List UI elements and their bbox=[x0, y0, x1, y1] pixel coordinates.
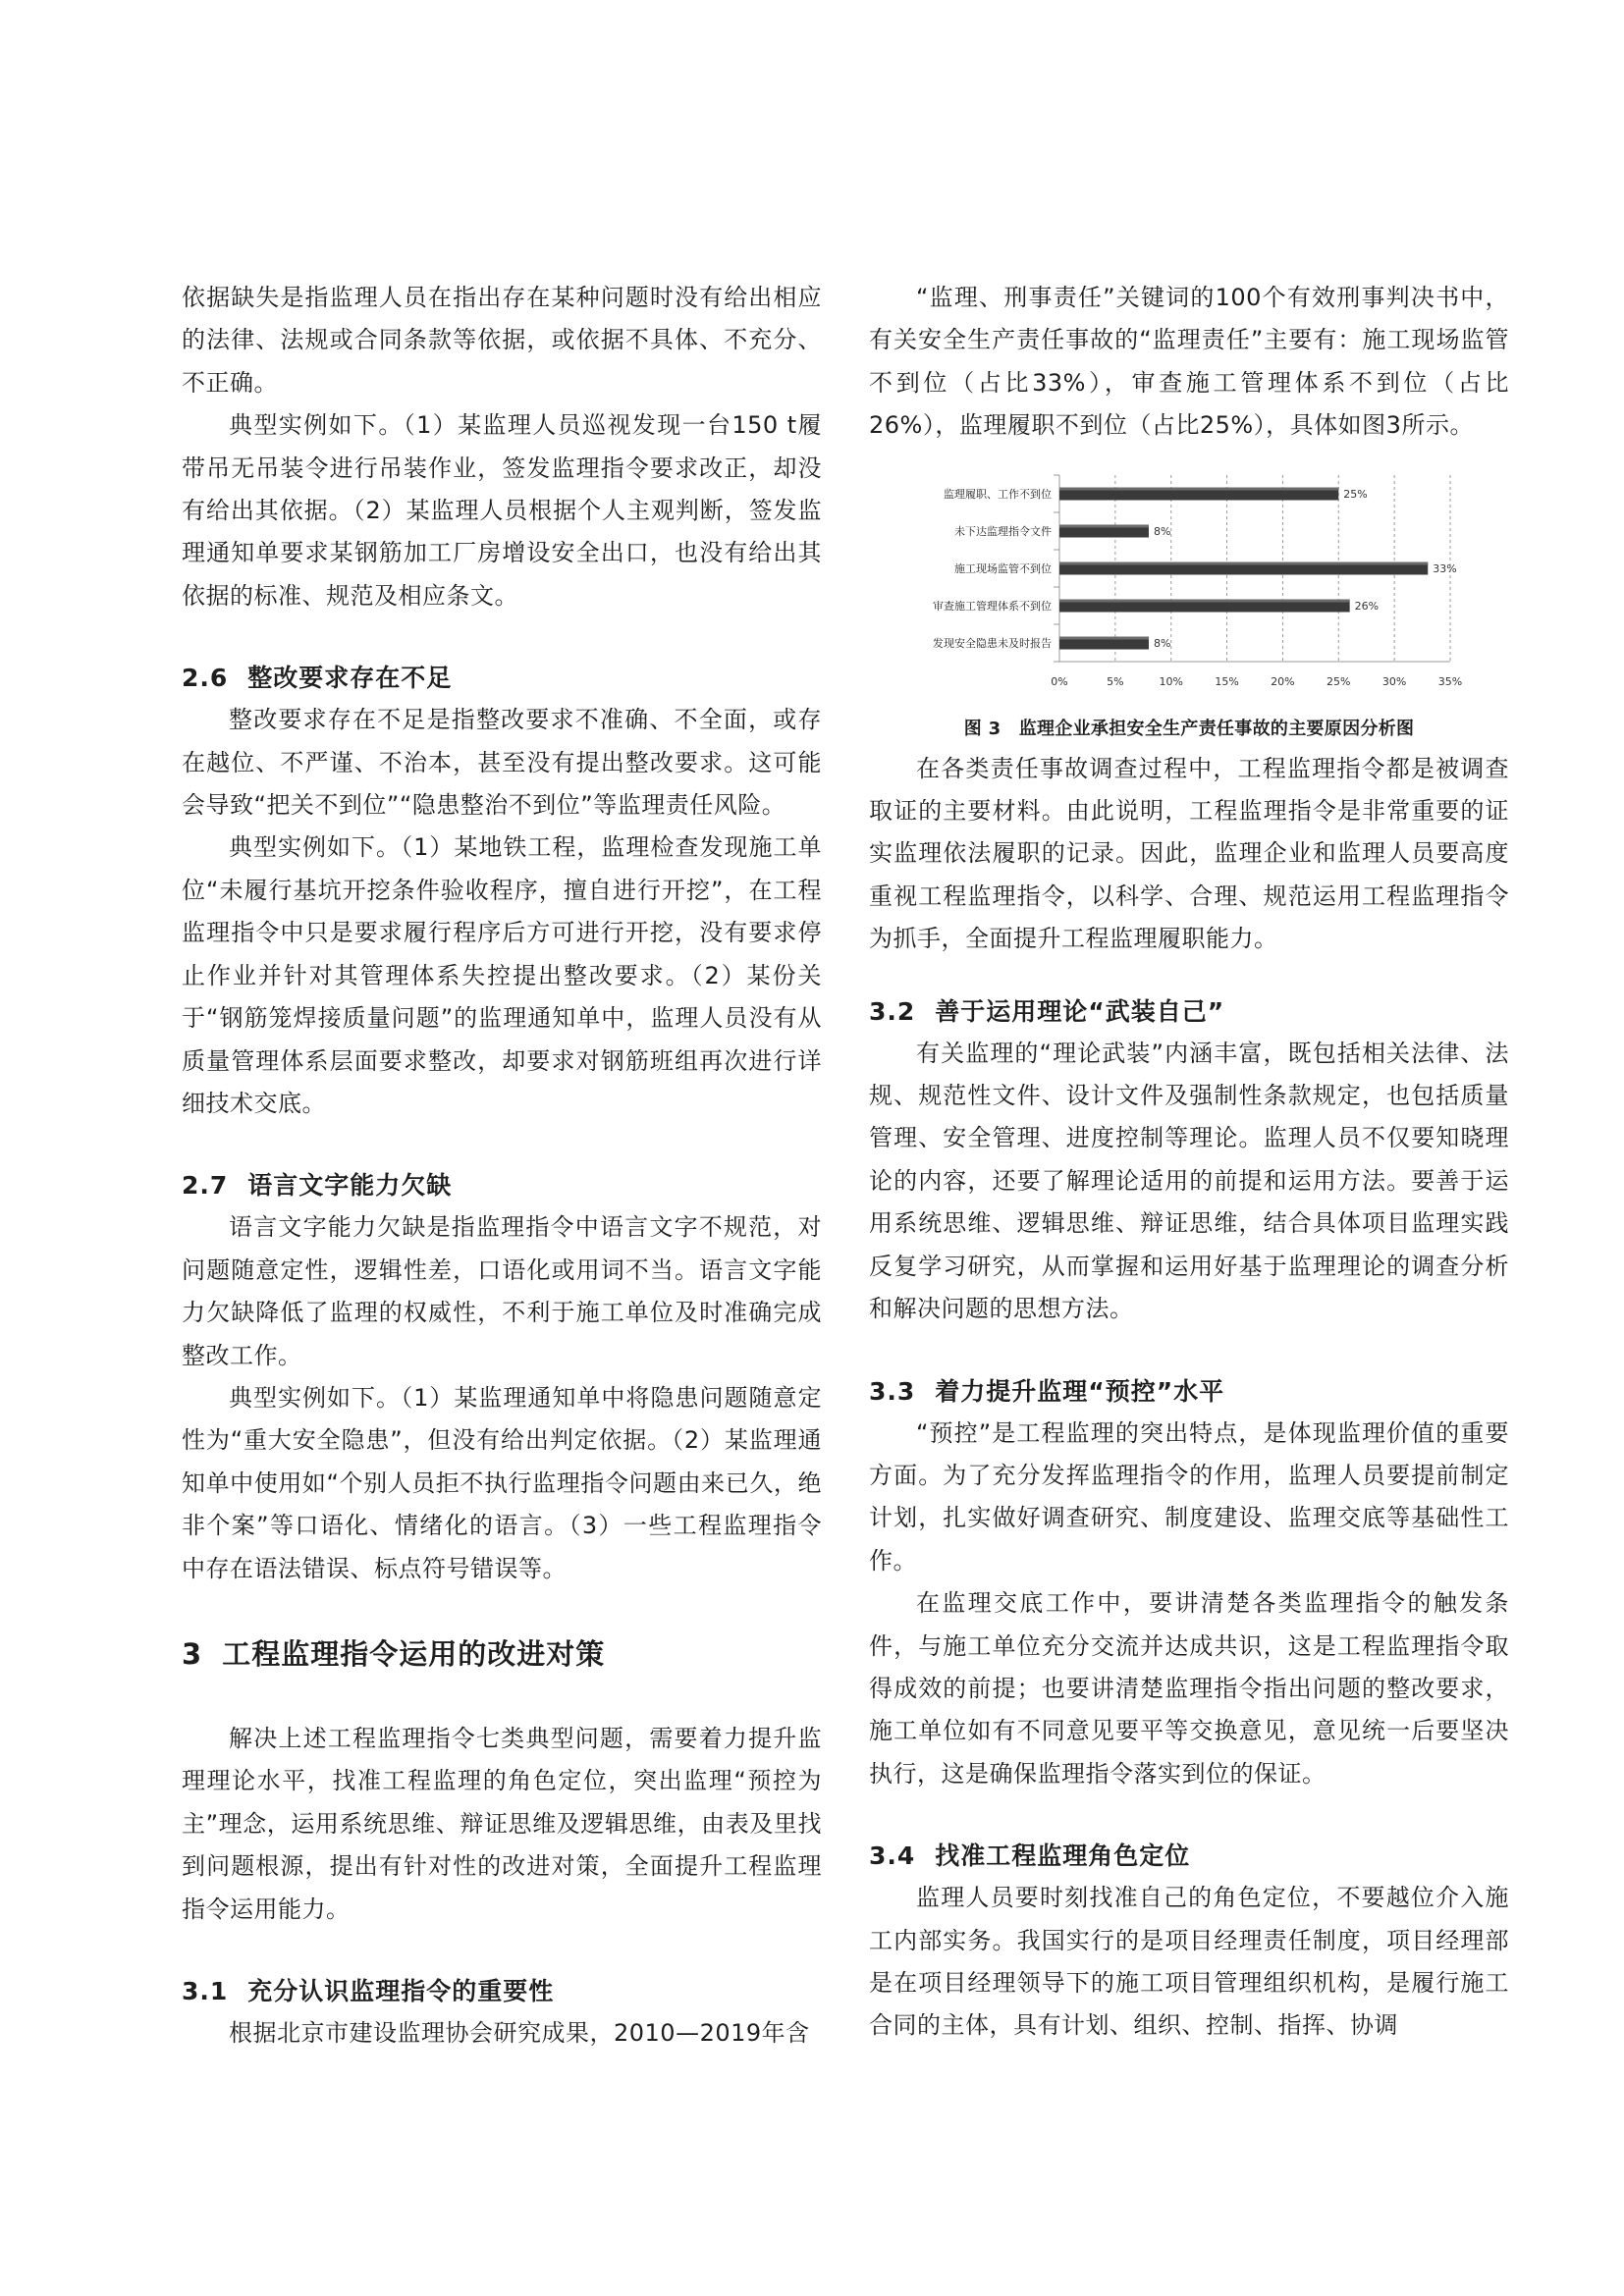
section-title: 整改要求存在不足 bbox=[247, 664, 453, 693]
figure-3 bbox=[869, 465, 1509, 703]
paragraph: 有关监理的“理论武装”内涵丰富，既包括相关法律、法规、规范性文件、设计文件及强制性条款规定，也包括质量管理、安全管理、进度控制等理论。监理人员不仅要知晓理论的内容，还要了解理论适用的前提和运用方法。要善于运用系统思维、逻辑思维、辩证思维，结合具体项目监理实践反复学习研究，从而掌握和运用好基于监理理论的调查分析和解决问题的思想方法。 bbox=[869, 1039, 1509, 1323]
paragraph: 依据缺失是指监理人员在指出存在某种问题时没有给出相应的法律、法规或合同条款等依据，或依据不具体、不充分、不正确。 bbox=[182, 284, 822, 397]
paragraph: 典型实例如下。（1）某监理人员巡视发现一台150 t履带吊无吊装令进行吊装作业，签发监理指令要求改正，却没有给出其依据。（2）某监理人员根据个人主观判断，签发监理通知单要求某钢筋加工厂房增设安全出口，也没有给出其依据的标准、规范及相应条文。 bbox=[182, 411, 822, 610]
section-number: 3.4 bbox=[869, 1842, 916, 1871]
paragraph: 典型实例如下。（1）某地铁工程，监理检查发现施工单位“未履行基坑开挖条件验收程序，擅自进行开挖”，在工程监理指令中只是要求履行程序后方可进行开挖，没有要求停止作业并针对其管理体系失控提出整改要求。（2）某份关于“钢筋笼焊接质量问题”的监理通知单中，监理人员没有从质量管理体系层面要求整改，却要求对钢筋班组再次进行详细技术交底。 bbox=[182, 833, 822, 1117]
section-title: 语言文字能力欠缺 bbox=[247, 1171, 453, 1201]
section-number: 2.6 bbox=[182, 664, 229, 693]
paragraph: “监理、刑事责任”关键词的100个有效刑事判决书中，有关安全生产责任事故的“监理责任”主要有：施工现场监管不到位（占比33%），审查施工管理体系不到位（占比26%），监理履职不到位（占比25%），具体如图3所示。 bbox=[869, 284, 1509, 440]
section-title: 充分认识监理指令的重要性 bbox=[247, 1977, 555, 2005]
section-heading-3-4 bbox=[869, 1835, 1509, 1877]
paragraph: 监理人员要时刻找准自己的角色定位，不要越位介入施工内部实务。我国实行的是项目经理责任制度，项目经理部是在项目经理领导下的施工项目管理组织机构，是履行施工合同的主体，具有计划、组织、控制、指挥、协调 bbox=[869, 1884, 1509, 2040]
section-number: 3.2 bbox=[869, 996, 916, 1026]
data-label: 8% bbox=[1153, 636, 1171, 650]
paragraph: 在监理交底工作中，要讲清楚各类监理指令的触发条件，与施工单位充分交流并达成共识，这是工程监理指令取得成效的前提；也要讲清楚监理指令指出问题的整改要求，施工单位如有不同意见要平等交换意见，意见统一后要坚决执行，这是确保监理指令落实到位的保证。 bbox=[869, 1589, 1509, 1788]
x-tick-label: 0% bbox=[1051, 674, 1068, 688]
section-heading-3-3 bbox=[869, 1370, 1509, 1413]
paragraph: 根据北京市建设监理协会研究成果，2010—2019年含 bbox=[229, 2019, 810, 2047]
section-heading-3 bbox=[182, 1629, 822, 1679]
section-title: 找准工程监理角色定位 bbox=[935, 1842, 1191, 1871]
section-number: 3 bbox=[182, 1636, 203, 1671]
chart-svg bbox=[869, 465, 1509, 703]
paragraph: “预控”是工程监理的突出特点，是体现监理价值的重要方面。为了充分发挥监理指令的作用，监理人员要提前制定计划，扎实做好调查研究、制度建设、监理交底等基础性工作。 bbox=[869, 1418, 1509, 1575]
x-tick-label: 5% bbox=[1107, 674, 1124, 688]
section-title: 着力提升监理“预控”水平 bbox=[935, 1376, 1225, 1406]
category-label: 发现安全隐患未及时报告 bbox=[933, 636, 1052, 650]
paragraph: 解决上述工程监理指令七类典型问题，需要着力提升监理理论水平，找准工程监理的角色定位，突出监理“预控为主”理念，运用系统思维、辩证思维及逻辑思维，由表及里找到问题根源，提出有针对性的改进对策，全面提升工程监理指令运用能力。 bbox=[182, 1724, 822, 1923]
data-label: 8% bbox=[1153, 524, 1171, 538]
x-tick-label: 15% bbox=[1215, 674, 1239, 688]
section-heading-3-2 bbox=[869, 990, 1509, 1033]
figure-caption: 图 3 监理企业承担安全生产责任事故的主要原因分析图 bbox=[963, 718, 1415, 739]
section-title: 工程监理指令运用的改进对策 bbox=[222, 1636, 606, 1671]
section-title: 善于运用理论“武装自己” bbox=[935, 996, 1225, 1026]
section-number: 3.3 bbox=[869, 1376, 916, 1406]
paragraph: 典型实例如下。（1）某监理通知单中将隐患问题随意定性为“重大安全隐患”，但没有给出判定依据。（2）某监理通知单中使用如“个别人员拒不执行监理指令问题由来已久，绝非个案”等口语化、情绪化的语言。（3）一些工程监理指令中存在语法错误、标点符号错误等。 bbox=[182, 1383, 822, 1582]
x-tick-label: 30% bbox=[1381, 674, 1407, 688]
section-number: 2.7 bbox=[182, 1171, 229, 1201]
bar-highlight bbox=[1059, 561, 1428, 564]
bar-chart bbox=[869, 465, 1509, 707]
section-number: 3.1 bbox=[182, 1977, 229, 2005]
bar-highlight bbox=[1059, 487, 1338, 490]
section-heading-3-1 bbox=[182, 1970, 822, 2012]
category-label: 未下达监理指令文件 bbox=[954, 524, 1052, 538]
left-column bbox=[182, 277, 822, 2055]
bar-highlight bbox=[1059, 599, 1350, 602]
x-tick-label: 10% bbox=[1159, 674, 1183, 688]
x-tick-label: 20% bbox=[1271, 674, 1295, 688]
bar-highlight bbox=[1059, 524, 1149, 527]
bar-highlight bbox=[1059, 636, 1149, 639]
section-heading-2-6 bbox=[182, 657, 822, 699]
category-label: 监理履职、工作不到位 bbox=[944, 487, 1052, 501]
section-heading-2-7 bbox=[182, 1164, 822, 1206]
category-label: 审查施工管理体系不到位 bbox=[933, 599, 1052, 613]
category-label: 施工现场监管不到位 bbox=[954, 561, 1052, 575]
paragraph: 整改要求存在不足是指整改要求不准确、不全面，或存在越位、不严谨、不治本，甚至没有提出整改要求。这可能会导致“把关不到位”“隐患整治不到位”等监理责任风险。 bbox=[182, 706, 822, 820]
paragraph: 在各类责任事故调查过程中，工程监理指令都是被调查取证的主要材料。由此说明，工程监理指令是非常重要的证实监理依法履职的记录。因此，监理企业和监理人员要高度重视工程监理指令，以科学、合理、规范运用工程监理指令为抓手，全面提升工程监理履职能力。 bbox=[869, 754, 1509, 953]
data-label: 25% bbox=[1343, 487, 1368, 501]
data-label: 33% bbox=[1433, 561, 1457, 575]
data-label: 26% bbox=[1354, 599, 1380, 613]
x-tick-label: 35% bbox=[1437, 674, 1463, 688]
x-tick-label: 25% bbox=[1326, 674, 1351, 688]
paragraph: 语言文字能力欠缺是指监理指令中语言文字不规范，对问题随意定性，逻辑性差，口语化或用词不当。语言文字能力欠缺降低了监理的权威性，不利于施工单位及时准确完成整改工作。 bbox=[182, 1213, 822, 1369]
right-column bbox=[869, 277, 1509, 2048]
